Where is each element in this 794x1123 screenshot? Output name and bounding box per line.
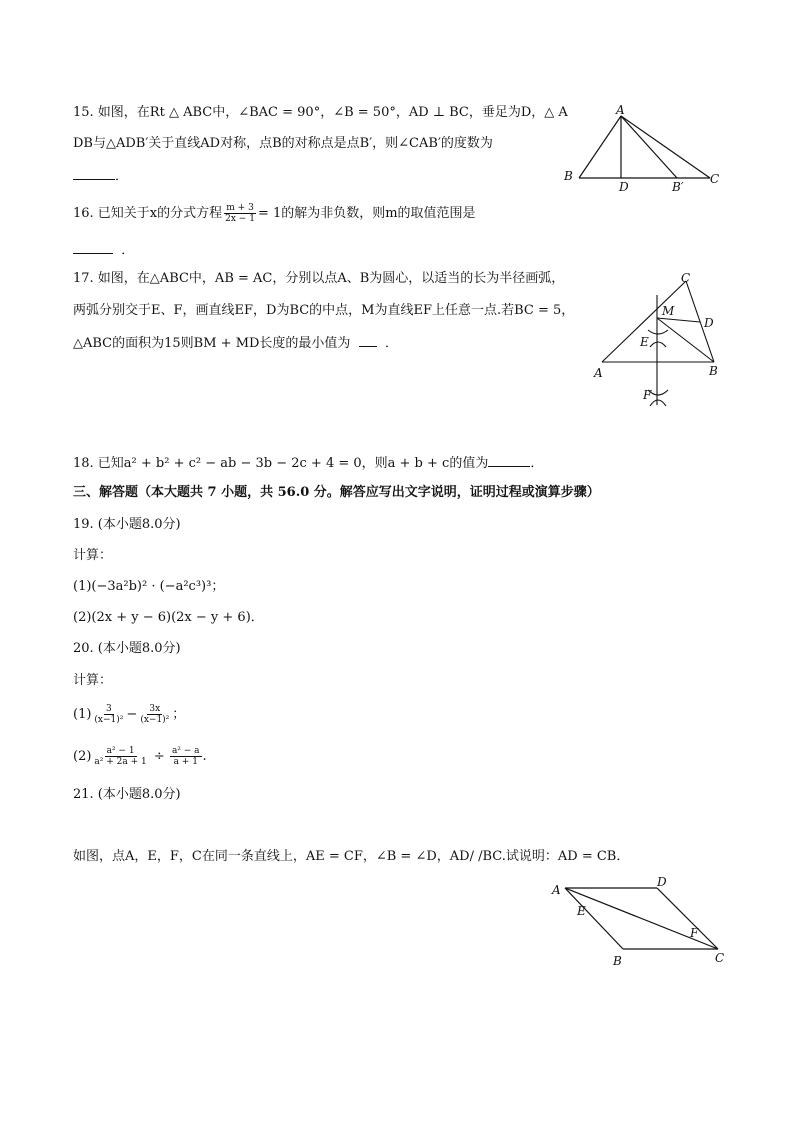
label-E: E bbox=[640, 335, 649, 349]
label-E: E bbox=[577, 904, 586, 918]
label-C: C bbox=[710, 172, 720, 186]
q20-header: 20. (本小题8.0分) bbox=[73, 641, 181, 656]
label-A: A bbox=[616, 103, 625, 117]
q17-figure bbox=[590, 270, 730, 415]
label-C: C bbox=[681, 271, 691, 285]
label-B-prime: B′ bbox=[672, 180, 684, 194]
label-F: F bbox=[643, 388, 652, 402]
label-F: F bbox=[690, 926, 699, 940]
q19-part1: (1)(−3a²b)² · (−a²c³)³； bbox=[73, 579, 225, 594]
answer-blank[interactable] bbox=[488, 453, 530, 467]
q21-text: 如图，点A，E，F，C在同一条直线上，AE = CF，∠B = ∠D，AD/ /BC.试说明：AD = CB． bbox=[73, 849, 630, 864]
q17-line1: 17. 如图，在△ABC中，AB = AC，分别以点A、B为圆心，以适当的长为半径画弧， bbox=[73, 271, 565, 286]
answer-blank[interactable] bbox=[73, 166, 115, 180]
q19-instruction: 计算： bbox=[73, 548, 113, 563]
label-B: B bbox=[613, 954, 622, 968]
label-D: D bbox=[657, 875, 667, 889]
q15-line2: DB与△ADB′关于直线AD对称，点B的对称点是点B′，则∠CAB′的度数为 bbox=[73, 136, 493, 151]
section3-heading: 三、解答题（本大题共 7 小题，共 56.0 分。解答应写出文字说明，证明过程或演算步骤） bbox=[73, 485, 600, 500]
label-D: D bbox=[619, 180, 629, 194]
q19-part2: (2)(2x + y − 6)(2x − y + 6)． bbox=[73, 610, 264, 625]
label-B: B bbox=[709, 364, 718, 378]
q20-part1: (1) $\frac{3}{\text{(x−1)²}}$ − $\frac{3x}{\text{(x−1)²}}$ ； bbox=[73, 704, 186, 725]
answer-blank[interactable] bbox=[73, 240, 113, 254]
q16-fraction: $\frac{m + 3}{2x - 1}$ bbox=[225, 203, 255, 224]
q16-line2: ． bbox=[73, 240, 134, 260]
q15-line1: 15. 如图，在Rt △ ABC中，∠BAC = 90°，∠B = 50°，AD ⊥ BC，垂足为D，△ A bbox=[73, 105, 568, 120]
q21-figure bbox=[545, 872, 735, 972]
label-B: B bbox=[564, 169, 573, 183]
q16-line1: 16. 已知关于x的分式方程 $\frac{m + 3}{2x - 1}$ = 1的解为非负数，则m的取值范围是 bbox=[73, 203, 476, 224]
q19-header: 19. (本小题8.0分) bbox=[73, 517, 181, 532]
label-C: C bbox=[715, 951, 725, 965]
label-A: A bbox=[594, 366, 603, 380]
label-A: A bbox=[552, 883, 561, 897]
q15-line3: ． bbox=[73, 166, 128, 186]
label-M: M bbox=[662, 304, 675, 318]
label-D: D bbox=[704, 316, 714, 330]
q15-figure bbox=[560, 105, 740, 195]
answer-blank[interactable] bbox=[359, 333, 377, 347]
q20-instruction: 计算： bbox=[73, 673, 113, 688]
q17-line2: 两弧分别交于E、F，画直线EF，D为BC的中点，M为直线EF上任意一点.若BC = 5， bbox=[73, 303, 575, 318]
q21-header: 21. (本小题8.0分) bbox=[73, 787, 181, 802]
q18-line: 18. 已知a² + b² + c² − ab − 3b − 2c + 4 = 0，则a + b + c的值为 ． bbox=[73, 453, 543, 473]
q17-line3: △ABC的面积为15则BM + MD长度的最小值为 ． bbox=[73, 333, 398, 353]
q20-part2: (2) $\frac{\text{a² − 1}}{\text{a² + 2a + 1}}$ ÷ $\frac{\text{a² − a}}{a + 1}$ . bbox=[73, 746, 207, 767]
